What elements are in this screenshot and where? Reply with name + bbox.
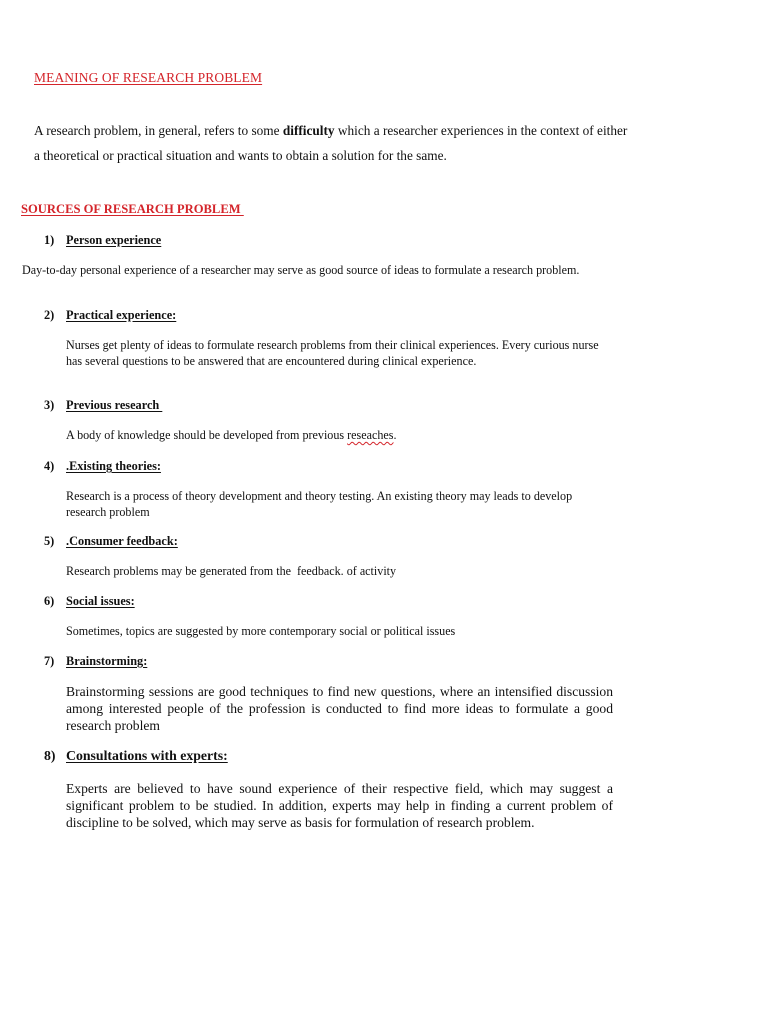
item-8-text: Experts are believed to have sound experience of their respective field, which may suggest a significant problem to be studied. In addition, experts may help in finding a current problem of discipline to be solved, which may serve as basis for formulation of research problem. [66,781,613,830]
meaning-heading: MEANING OF RESEARCH PROBLEM [34,70,263,85]
item-1-heading: 1) Person experience [44,233,162,247]
intro-paragraph: A research problem, in general, refers to some difficulty which a researcher experiences in the context of either a theoretical or practical situation and wants to obtain a solution for the same. [34,123,628,163]
item-4-heading: 4) .Existing theories: [44,459,161,473]
misspelled-word: reseaches [347,428,394,442]
item-3-heading: 3) Previous research [44,398,163,412]
item-7-text: Brainstorming sessions are good techniques to find new questions, where an intensified discussion among interested people of the profession is conducted to find more ideas to formulate a good research problem [66,684,613,733]
item-5-heading: 5) .Consumer feedback: [44,534,178,548]
item-1-text: Day-to-day personal experience of a researcher may serve as good source of ideas to formulate a research problem. [22,263,580,277]
sources-heading: SOURCES OF RESEARCH PROBLEM [21,202,244,216]
item-6-heading: 6) Social issues: [44,594,135,608]
item-2-text: Nurses get plenty of ideas to formulate research problems from their clinical experiences. Every curious nurse has several questions to be answered that are encountered during clinical experience. [66,338,599,368]
item-8-heading: 8) Consultations with experts: [44,748,228,763]
item-3-text: A body of knowledge should be developed from previous reseaches. [66,428,397,442]
item-7-heading: 7) Brainstorming: [44,654,148,668]
item-2-heading: 2) Practical experience: [44,308,177,322]
item-6-text: Sometimes, topics are suggested by more contemporary social or political issues [66,624,456,638]
item-4-text: Research is a process of theory development and theory testing. An existing theory may leads to develop research problem [66,489,573,519]
item-5-text: Research problems may be generated from the feedback. of activity [66,564,397,578]
